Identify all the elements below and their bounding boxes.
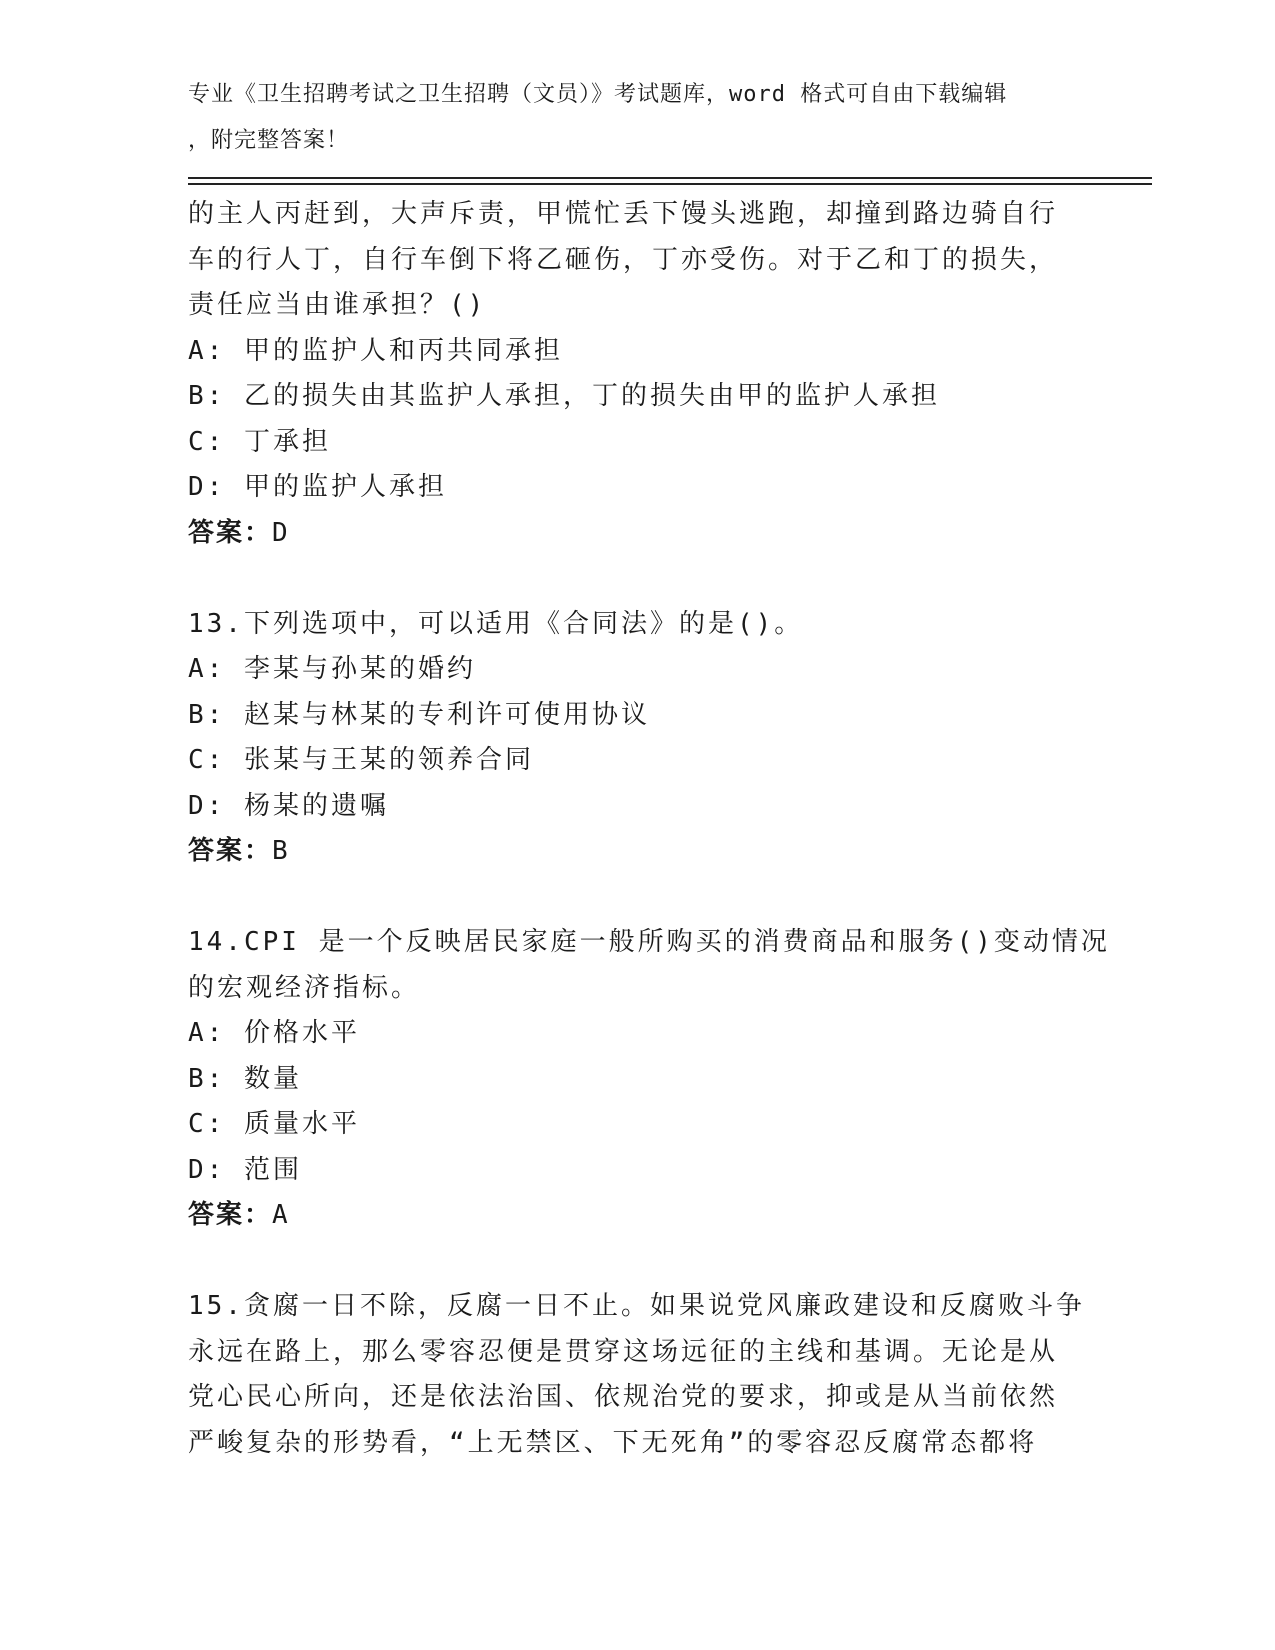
option-d: D: 范围: [188, 1154, 302, 1185]
answer-value: A: [272, 1200, 290, 1230]
header-rule-top: [188, 177, 1152, 179]
answer-label: 答案：: [188, 836, 273, 866]
option-a: A: 价格水平: [188, 1018, 360, 1048]
option-c: C: 质量水平: [188, 1109, 360, 1139]
option-b: B: 乙的损失由其监护人承担，丁的损失由甲的监护人承担: [188, 381, 940, 411]
question-15: [188, 1284, 1088, 1466]
answer-value: B: [272, 836, 290, 866]
question-stem-line: 永远在路上，那么零容忍便是贯穿这场远征的主线和基调。无论是从: [188, 1336, 1059, 1367]
question-12: [188, 192, 1088, 556]
answer-label: 答案：: [188, 1200, 273, 1230]
option-d: D: 甲的监护人承担: [188, 472, 447, 502]
question-13: [188, 602, 1088, 875]
header-line-1: 专业《卫生招聘考试之卫生招聘（文员）》考试题库，word 格式可自由下载编辑: [188, 82, 1008, 107]
question-content: [188, 192, 1110, 1466]
option-b: B: 赵某与林某的专利许可使用协议: [188, 699, 650, 730]
question-stem-line: 的主人丙赶到，大声斥责，甲慌忙丢下馒头逃跑，却撞到路边骑自行: [188, 199, 1059, 229]
answer-value: D: [272, 517, 290, 548]
question-stem-line: 车的行人丁，自行车倒下将乙砸伤，丁亦受伤。对于乙和丁的损失，: [188, 244, 1059, 275]
option-c: C: 张某与王某的领养合同: [188, 745, 534, 775]
question-stem-line: 13.下列选项中，可以适用《合同法》的是()。: [188, 608, 804, 639]
option-c: C: 丁承担: [188, 426, 331, 457]
header-rule-bottom: [188, 183, 1152, 185]
question-stem-line: 14.CPI 是一个反映居民家庭一般所购买的消费商品和服务()变动情况: [188, 927, 1110, 957]
header-line-2: ，附完整答案！: [188, 127, 350, 153]
option-b: B: 数量: [188, 1063, 302, 1094]
answer-line: [188, 829, 1088, 875]
answer-label: 答案：: [188, 517, 273, 548]
option-a: A: 李某与孙某的婚约: [188, 654, 476, 684]
question-stem-line: 党心民心所向，还是依法治国、依规治党的要求，抑或是从当前依然: [188, 1382, 1059, 1412]
question-14: [188, 920, 1110, 1239]
question-stem-line: 严峻复杂的形势看，“上无禁区、下无死角”的零容忍反腐常态都将: [188, 1427, 1038, 1458]
answer-line: [188, 1193, 1088, 1239]
question-stem-line: 的宏观经济指标。: [188, 972, 421, 1003]
option-a: A: 甲的监护人和丙共同承担: [188, 335, 563, 366]
document-header: [188, 72, 1068, 163]
question-stem-line: 责任应当由谁承担？(): [188, 290, 487, 320]
option-d: D: 杨某的遗嘱: [188, 790, 389, 821]
question-stem-line: 15.贪腐一日不除，反腐一日不止。如果说党风廉政建设和反腐败斗争: [188, 1291, 1085, 1321]
answer-line: [188, 511, 1088, 557]
